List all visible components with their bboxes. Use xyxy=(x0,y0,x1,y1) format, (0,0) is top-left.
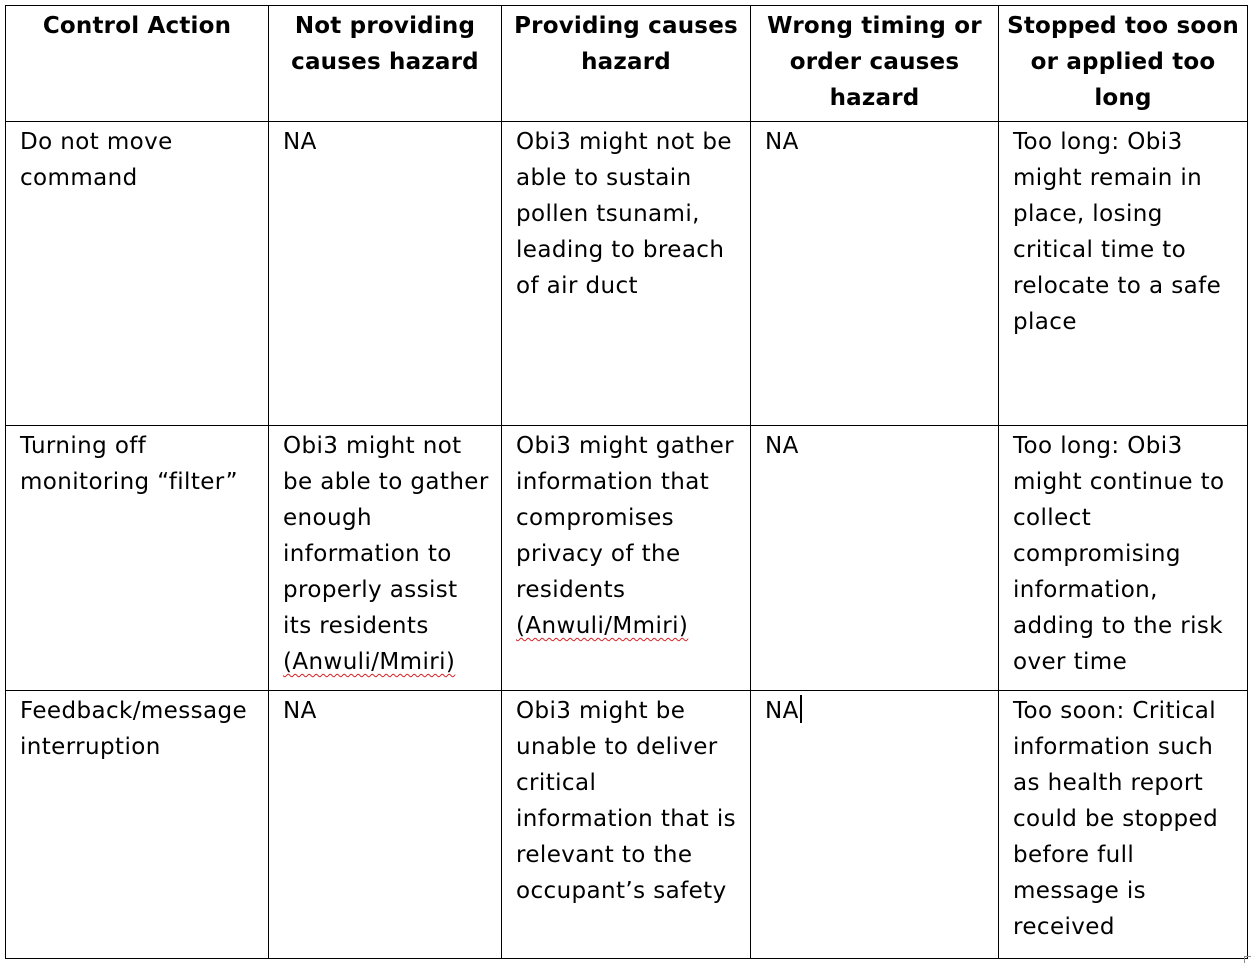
cell-not-providing[interactable]: NA xyxy=(269,122,502,426)
cell-wrong-timing[interactable]: NA xyxy=(751,426,999,691)
spellcheck-flagged-names: (Anwuli/Mmiri) xyxy=(283,649,456,675)
cell-not-providing[interactable] xyxy=(269,426,502,691)
cell-stopped-or-long[interactable]: Too soon: Critical information such as health report could be stopped before full message is received xyxy=(999,691,1248,959)
table-row xyxy=(6,691,1248,959)
header-control-action: Control Action xyxy=(6,6,269,122)
cell-control-action[interactable]: Feedback/message interruption xyxy=(6,691,269,959)
header-not-providing: Not providing causes hazard xyxy=(269,6,502,122)
cell-providing[interactable]: Obi3 might be unable to deliver critical information that is relevant to the occupant’s safety xyxy=(502,691,751,959)
cell-stopped-or-long[interactable]: Too long: Obi3 might continue to collect compromising information, adding to the risk over time xyxy=(999,426,1248,691)
cell-text: Obi3 might not be able to gather enough information to properly assist its residents xyxy=(283,433,489,639)
header-wrong-timing: Wrong timing or order causes hazard xyxy=(751,6,999,122)
cell-not-providing[interactable]: NA xyxy=(269,691,502,959)
table-row xyxy=(6,122,1248,426)
table-row xyxy=(6,426,1248,691)
header-stopped-too-soon: Stopped too soon or applied too long xyxy=(999,6,1248,122)
cell-control-action[interactable]: Turning off monitoring “filter” xyxy=(6,426,269,691)
cell-text: NA xyxy=(765,698,799,724)
cell-wrong-timing[interactable] xyxy=(751,691,999,959)
text-cursor xyxy=(800,695,802,723)
hazard-analysis-table xyxy=(5,5,1248,959)
cell-control-action[interactable]: Do not move command xyxy=(6,122,269,426)
header-row xyxy=(6,6,1248,122)
spellcheck-flagged-names: (Anwuli/Mmiri) xyxy=(516,613,689,639)
cell-wrong-timing[interactable]: NA xyxy=(751,122,999,426)
cell-providing[interactable] xyxy=(502,426,751,691)
header-providing: Providing causes hazard xyxy=(502,6,751,122)
cell-text: Obi3 might gather information that compromises privacy of the residents xyxy=(516,433,735,603)
cell-providing[interactable]: Obi3 might not be able to sustain pollen tsunami, leading to breach of air duct xyxy=(502,122,751,426)
cell-stopped-or-long[interactable]: Too long: Obi3 might remain in place, losing critical time to relocate to a safe place xyxy=(999,122,1248,426)
table-resize-handle[interactable] xyxy=(1244,956,1251,963)
